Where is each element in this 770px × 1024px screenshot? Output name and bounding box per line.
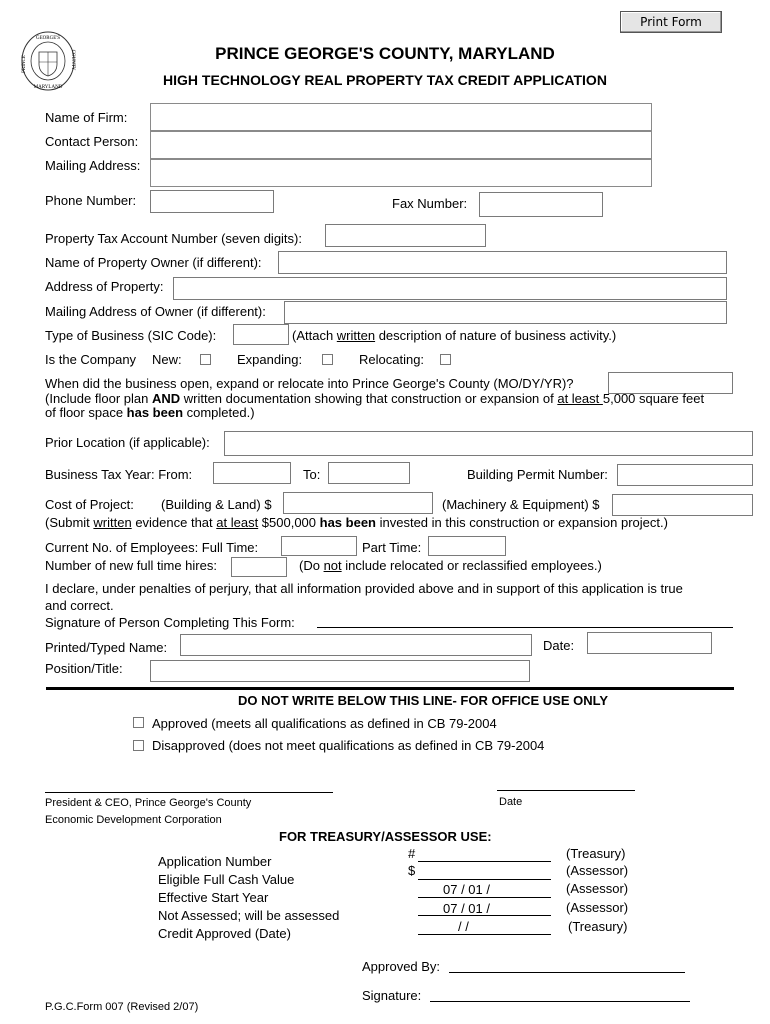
office-use-heading: DO NOT WRITE BELOW THIS LINE- FOR OFFICE USE ONLY: [238, 693, 609, 708]
expanding-label: Expanding:: [237, 352, 303, 367]
treasury-role: (Treasury): [568, 919, 628, 934]
seal-top-text: GEORGE'S: [36, 36, 60, 41]
disapproved-checkbox[interactable]: [133, 740, 144, 751]
account-number-field[interactable]: [325, 224, 486, 247]
position-field[interactable]: [150, 660, 530, 682]
president-signature-line: [45, 792, 333, 793]
treasury-signature-line[interactable]: [430, 1001, 690, 1002]
declaration-line-2: and correct.: [45, 598, 114, 613]
treasury-row-label: Eligible Full Cash Value: [158, 872, 295, 887]
fax-label: Fax Number:: [392, 196, 468, 211]
new-hires-field[interactable]: [231, 557, 287, 577]
approved-by-line[interactable]: [449, 972, 685, 973]
approved-by-label: Approved By:: [362, 959, 441, 974]
property-address-label: Address of Property:: [45, 279, 164, 294]
part-time-field[interactable]: [428, 536, 506, 556]
contact-person-field[interactable]: [150, 131, 652, 159]
office-date-line: [497, 790, 635, 791]
new-checkbox[interactable]: [200, 354, 211, 365]
company-label: Is the Company: [45, 352, 137, 367]
treasury-role: (Assessor): [566, 881, 629, 896]
machinery-label: (Machinery & Equipment) $: [442, 497, 600, 512]
owner-name-field[interactable]: [278, 251, 727, 274]
start-year-value: 07 / 01 /: [443, 882, 490, 897]
fax-field[interactable]: [479, 192, 603, 217]
prior-location-label: Prior Location (if applicable):: [45, 435, 210, 450]
building-cost-field[interactable]: [283, 492, 433, 514]
position-label: Position/Title:: [45, 661, 123, 676]
form-subtitle: HIGH TECHNOLOGY REAL PROPERTY TAX CREDIT APPLICATION: [163, 72, 607, 88]
treasury-signature-label: Signature:: [362, 988, 422, 1003]
firm-name-field[interactable]: [150, 103, 652, 131]
floor-plan-note-2: of floor space has been completed.): [45, 405, 255, 420]
permit-label: Building Permit Number:: [467, 467, 608, 482]
new-hires-label: Number of new full time hires:: [45, 558, 217, 573]
print-form-button[interactable]: Print Form: [620, 11, 722, 33]
office-date-label: Date: [499, 796, 523, 808]
permit-number-field[interactable]: [617, 464, 753, 486]
date-label: Date:: [543, 638, 575, 653]
declaration-line-1: I declare, under penalties of perjury, that all information provided above and in support of this application is true: [45, 581, 683, 596]
treasury-role: (Assessor): [566, 863, 629, 878]
cash-value-line[interactable]: [418, 879, 551, 880]
president-label: President & CEO, Prince George's County: [45, 797, 252, 809]
contact-label: Contact Person:: [45, 134, 139, 149]
date-field[interactable]: [587, 632, 712, 654]
tax-year-from-field[interactable]: [213, 462, 291, 484]
to-label: To:: [303, 467, 321, 482]
credit-approved-value: / /: [458, 919, 469, 934]
treasury-row-label: Credit Approved (Date): [158, 926, 291, 941]
tax-year-to-field[interactable]: [328, 462, 410, 484]
when-label: When did the business open, expand or relocate into Prince George's County (MO/DY/YR)?: [45, 376, 574, 391]
form-title: PRINCE GEORGE'S COUNTY, MARYLAND: [215, 44, 555, 63]
sic-code-field[interactable]: [233, 324, 289, 345]
building-label: (Building & Land) $: [161, 497, 272, 512]
not-assessed-value: 07 / 01 /: [443, 901, 490, 916]
part-time-label: Part Time:: [362, 540, 422, 555]
approved-label: Approved (meets all qualifications as defined in CB 79-2004: [152, 716, 497, 731]
mailing-label: Mailing Address:: [45, 158, 141, 173]
mailing-address-field[interactable]: [150, 159, 652, 187]
property-address-field[interactable]: [173, 277, 727, 300]
full-time-field[interactable]: [281, 536, 357, 556]
owner-label: Name of Property Owner (if different):: [45, 255, 262, 270]
relocating-label: Relocating:: [359, 352, 425, 367]
treasury-row-label: Application Number: [158, 854, 272, 869]
firm-label: Name of Firm:: [45, 110, 128, 125]
phone-field[interactable]: [150, 190, 274, 213]
sic-note: (Attach written description of nature of business activity.): [292, 328, 617, 343]
credit-approved-line[interactable]: [418, 934, 551, 935]
application-number-line[interactable]: [418, 861, 551, 862]
employees-label: Current No. of Employees: Full Time:: [45, 540, 259, 555]
owner-mailing-field[interactable]: [284, 301, 727, 324]
new-label: New:: [152, 352, 182, 367]
edc-label: Economic Development Corporation: [45, 814, 222, 826]
owner-mailing-label: Mailing Address of Owner (if different):: [45, 304, 266, 319]
treasury-row-label: Effective Start Year: [158, 890, 269, 905]
seal-left-text: PRINCE: [22, 55, 27, 73]
cash-value-prefix: $: [408, 863, 416, 878]
seal-right-text: COUNTY: [70, 49, 75, 71]
prior-location-field[interactable]: [224, 431, 753, 456]
cost-label: Cost of Project:: [45, 497, 134, 512]
machinery-cost-field[interactable]: [612, 494, 753, 516]
relocating-checkbox[interactable]: [440, 354, 451, 365]
investment-note: (Submit written evidence that at least $500,000 has been invested in this construction or expansion project.): [45, 515, 668, 530]
treasury-row-label: Not Assessed; will be assessed: [158, 908, 340, 923]
disapproved-label: Disapproved (does not meet qualifications as defined in CB 79-2004: [152, 738, 545, 753]
treasury-heading: FOR TREASURY/ASSESSOR USE:: [279, 829, 492, 844]
printed-name-label: Printed/Typed Name:: [45, 640, 168, 655]
application-number-prefix: #: [408, 846, 416, 861]
seal-bottom-text: MARYLAND: [33, 85, 63, 90]
approved-checkbox[interactable]: [133, 717, 144, 728]
tax-year-label: Business Tax Year: From:: [45, 467, 193, 482]
signature-line[interactable]: [317, 627, 733, 628]
sic-label: Type of Business (SIC Code):: [45, 328, 217, 343]
phone-label: Phone Number:: [45, 193, 137, 208]
account-label: Property Tax Account Number (seven digits):: [45, 231, 302, 246]
new-hires-note: (Do not include relocated or reclassified employees.): [299, 558, 602, 573]
treasury-role: (Assessor): [566, 900, 629, 915]
expanding-checkbox[interactable]: [322, 354, 333, 365]
floor-plan-note: (Include floor plan AND written documentation showing that construction or expansion of at least 5,000 square feet: [45, 391, 705, 406]
form-number-footer: P.G.C.Form 007 (Revised 2/07): [45, 1001, 199, 1013]
printed-name-field[interactable]: [180, 634, 532, 656]
signature-label: Signature of Person Completing This Form:: [45, 615, 295, 630]
treasury-role: (Treasury): [566, 846, 626, 861]
office-use-divider: [46, 687, 734, 690]
